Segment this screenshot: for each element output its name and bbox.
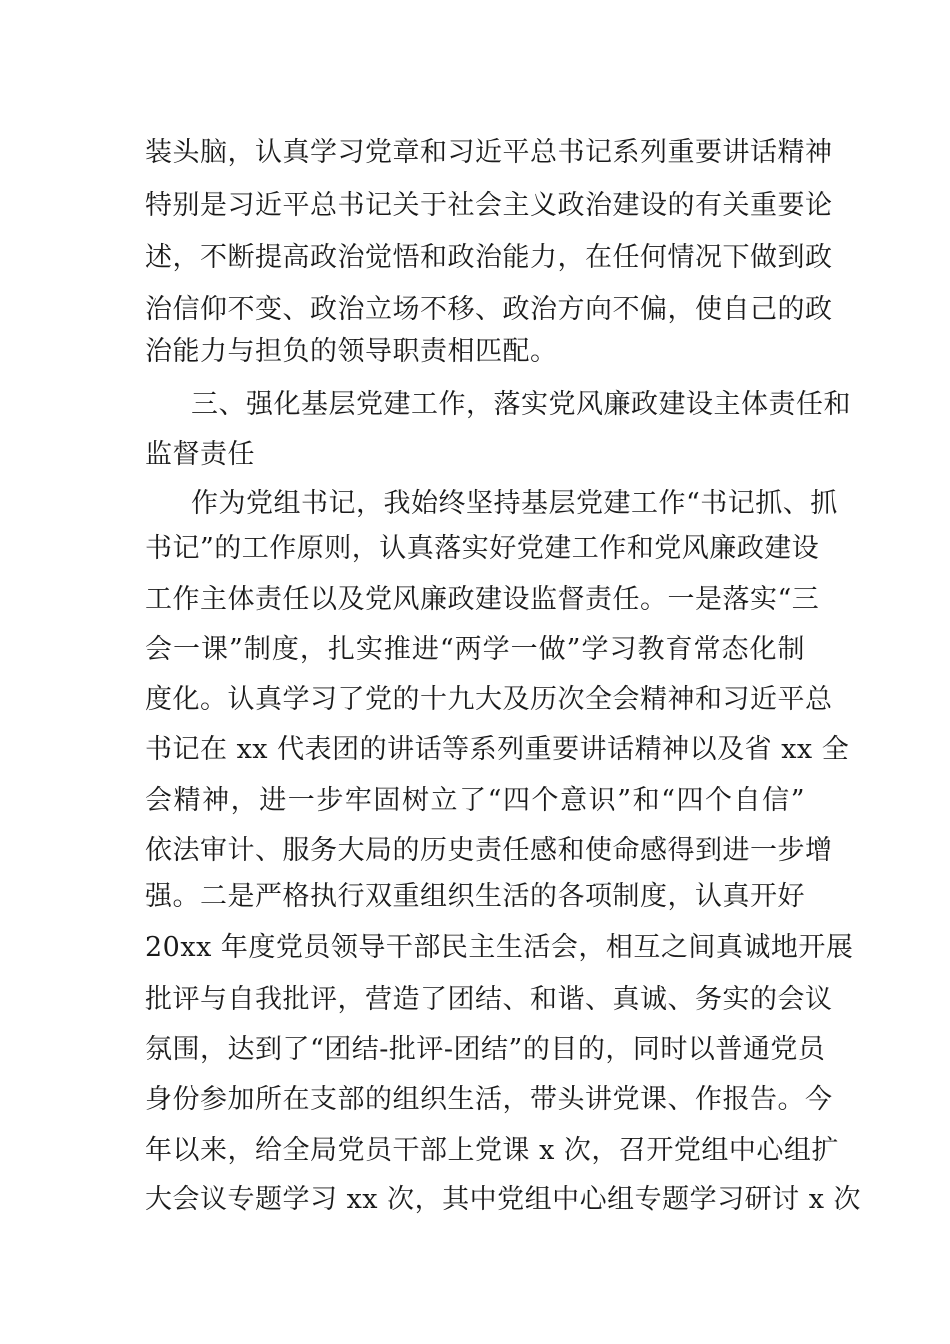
paragraph-line: 会一课”制度，扎实推进“两学一做”学习教育常态化制 bbox=[145, 634, 805, 665]
paragraph-line: 身份参加所在支部的组织生活，带头讲党课、作报告。今 bbox=[145, 1084, 833, 1115]
paragraph-line: 书记”的工作原则，认真落实好党建工作和党风廉政建设 bbox=[145, 533, 820, 564]
paragraph-line: 治能力与担负的领导职责相匹配。 bbox=[145, 336, 558, 367]
paragraph-line: 批评与自我批评，营造了团结、和谐、真诚、务实的会议 bbox=[145, 984, 833, 1015]
paragraph-line: 述，不断提高政治觉悟和政治能力，在任何情况下做到政 bbox=[145, 242, 833, 273]
paragraph-line: 年以来，给全局党员干部上党课 x 次，召开党组中心组扩 bbox=[145, 1135, 839, 1166]
paragraph-line: 依法审计、服务大局的历史责任感和使命感得到进一步增 bbox=[145, 835, 833, 866]
paragraph-line: 治信仰不变、政治立场不移、政治方向不偏，使自己的政 bbox=[145, 294, 833, 325]
section-heading-line: 监督责任 bbox=[145, 439, 255, 470]
paragraph-line: 强。二是严格执行双重组织生活的各项制度，认真开好 bbox=[145, 881, 805, 912]
paragraph-line: 装头脑，认真学习党章和习近平总书记系列重要讲话精神 bbox=[145, 137, 833, 168]
paragraph-line: 作为党组书记，我始终坚持基层党建工作“书记抓、抓 bbox=[191, 488, 838, 519]
paragraph-line: 工作主体责任以及党风廉政建设监督责任。一是落实“三 bbox=[145, 584, 820, 615]
paragraph-line: 20xx 年度党员领导干部民主生活会，相互之间真诚地开展 bbox=[145, 932, 854, 963]
paragraph-line: 度化。认真学习了党的十九大及历次全会精神和习近平总 bbox=[145, 684, 833, 715]
section-heading-line: 三、强化基层党建工作，落实党风廉政建设主体责任和 bbox=[191, 389, 851, 420]
paragraph-line: 书记在 xx 代表团的讲话等系列重要讲话精神以及省 xx 全 bbox=[145, 734, 850, 765]
paragraph-line: 氛围，达到了“团结-批评-团结”的目的，同时以普通党员 bbox=[145, 1034, 826, 1065]
paragraph-line: 大会议专题学习 xx 次，其中党组中心组专题学习研讨 x 次 bbox=[145, 1184, 862, 1215]
paragraph-line: 会精神，进一步牢固树立了“四个意识”和“四个自信” bbox=[145, 785, 805, 816]
paragraph-line: 特别是习近平总书记关于社会主义政治建设的有关重要论 bbox=[145, 190, 833, 221]
